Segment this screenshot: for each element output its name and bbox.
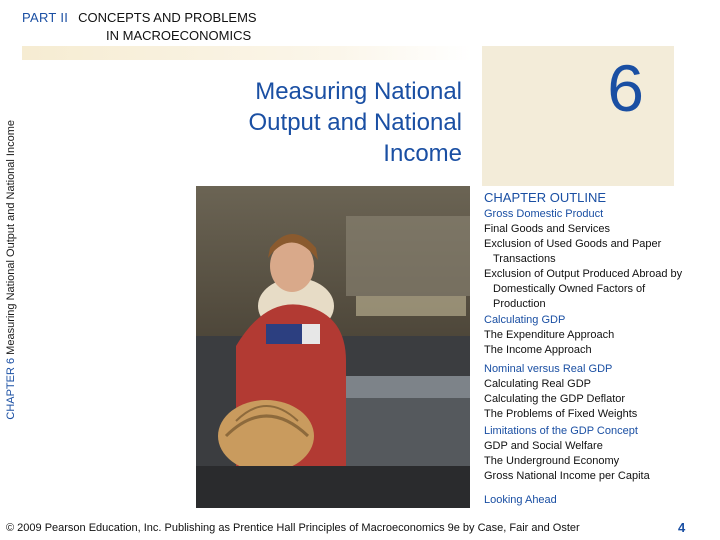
chapter-number-panel — [482, 46, 674, 186]
chapter-title — [160, 76, 462, 169]
outline-heading: CHAPTER OUTLINE — [484, 190, 607, 205]
outline-item: Transactions — [493, 253, 556, 265]
vertical-chapter-label — [2, 20, 20, 520]
chapter-title-line3: Income — [383, 140, 462, 167]
part-title-line1: CONCEPTS AND PROBLEMS — [78, 10, 257, 25]
footer — [6, 522, 580, 534]
outline-section-looking-ahead — [484, 493, 714, 508]
outline-item: The Underground Economy — [484, 455, 620, 467]
chapter-number: 6 — [607, 51, 644, 125]
vertical-chapter-title: Measuring National Output and National Income — [5, 120, 17, 355]
chapter-title-line2: Output and National — [248, 109, 462, 136]
outline-item: The Income Approach — [484, 344, 592, 356]
outline-item: Exclusion of Used Goods and Paper — [484, 238, 662, 250]
outline-item: The Expenditure Approach — [484, 329, 615, 341]
footer-copyright: © 2009 Pearson Education, Inc. Publishing as Prentice Hall — [6, 522, 296, 534]
factory-worker-photo — [196, 186, 470, 508]
outline-section-calculating — [484, 313, 714, 358]
outline-section-title: Limitations of the GDP Concept — [484, 425, 638, 437]
outline-section-gdp — [484, 207, 714, 312]
page-number: 4 — [678, 520, 686, 535]
outline-item: Calculating Real GDP — [484, 378, 591, 390]
outline-section-title: Nominal versus Real GDP — [484, 363, 613, 375]
outline-item: Gross National Income per Capita — [484, 470, 650, 482]
outline-item: Final Goods and Services — [484, 223, 610, 235]
outline-item: Domestically Owned Factors of — [493, 283, 646, 295]
outline-section-real-gdp — [484, 362, 714, 422]
part-label: PART II — [22, 10, 69, 25]
outline-section-title: Gross Domestic Product — [484, 208, 604, 220]
outline-item: Calculating the GDP Deflator — [484, 393, 626, 405]
outline-section-title: Calculating GDP — [484, 314, 566, 326]
header-band — [22, 46, 472, 60]
outline-item: Exclusion of Output Produced Abroad by — [484, 268, 683, 280]
outline-section-limitations — [484, 424, 714, 484]
outline-section-title: Looking Ahead — [484, 494, 557, 506]
outline-item: The Problems of Fixed Weights — [484, 408, 638, 420]
part-header — [22, 10, 257, 43]
vertical-chapter-number: CHAPTER 6 — [5, 358, 17, 420]
chapter-title-line1: Measuring National — [255, 78, 462, 105]
footer-book: Principles of Macroeconomics 9e by Case, Fair and Oster — [298, 522, 580, 534]
part-title-line2: IN MACROECONOMICS — [106, 28, 252, 43]
outline-item: Production — [493, 298, 546, 310]
outline-item: GDP and Social Welfare — [484, 440, 603, 452]
